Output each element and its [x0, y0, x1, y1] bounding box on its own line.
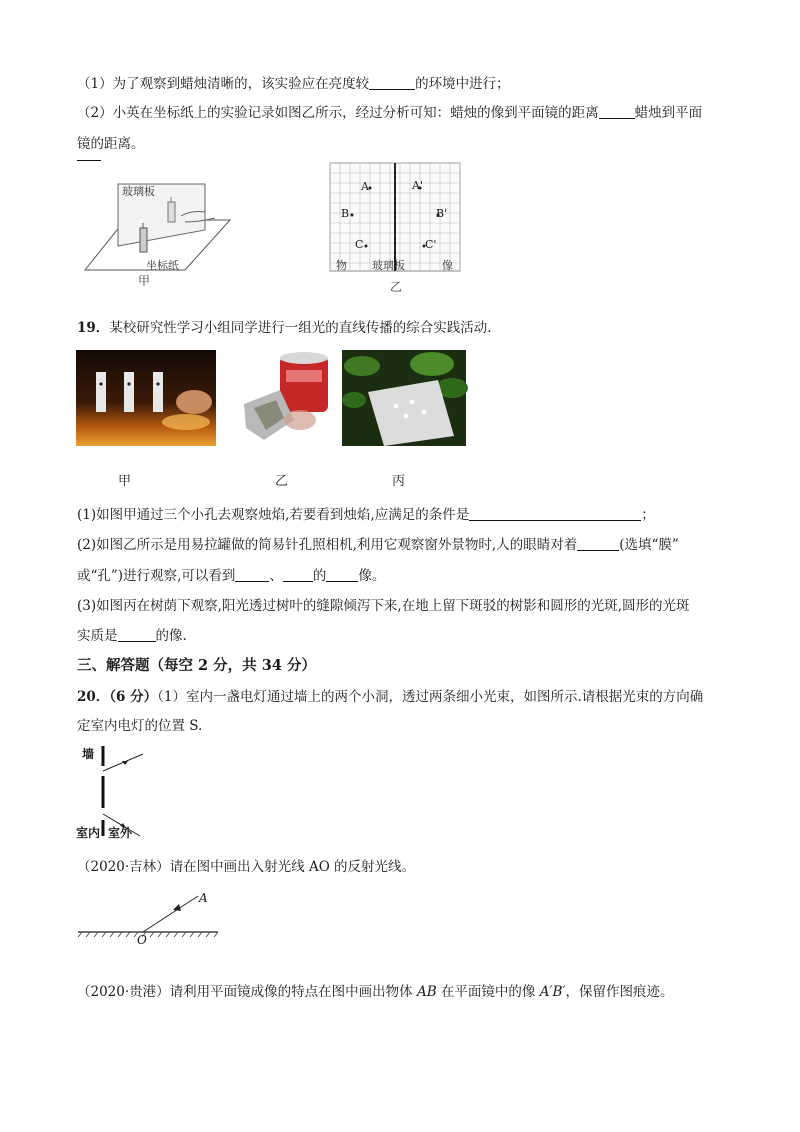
can-camera-photo	[240, 350, 332, 446]
q19-sub2: (2)如图乙所示是用易拉罐做的简易针孔照相机,利用它观察窗外景物时,人的眼睛对着 (选填“膜”	[77, 537, 679, 553]
point-c-prime: C'	[425, 238, 437, 251]
blank	[118, 627, 156, 642]
figure-caption-jia: 甲	[138, 274, 151, 288]
light-spot-photo	[342, 350, 466, 446]
point-b: B	[341, 207, 350, 220]
photo-caption-bing: 丙	[392, 474, 406, 489]
blank	[469, 506, 641, 521]
q19-sub2-cont: 或“孔”)进行观察,可以看到 、 的 像。	[77, 568, 386, 584]
label-glass-plate: 玻璃板	[122, 185, 155, 198]
blank	[599, 104, 635, 119]
figure-caption-yi: 乙	[390, 280, 403, 294]
label-point-o: O	[137, 933, 147, 947]
q19-sub1: (1)如图甲通过三个小孔去观察烛焰,若要看到烛焰,应满足的条件是 ；	[77, 507, 655, 523]
q18-part2: （2）小英在坐标纸上的实验记录如图乙所示，经过分析可知：蜡烛的像到平面镜的距离 蜡烛到平面	[77, 105, 703, 121]
q20-part1-cont: 定室内电灯的位置 S.	[77, 718, 203, 734]
label-wall: 墙	[82, 747, 95, 761]
label-image: 像	[442, 259, 453, 272]
label-indoor: 室内	[76, 826, 101, 840]
label-grid-paper: 坐标纸	[146, 259, 179, 272]
point-a: A	[361, 180, 369, 193]
reflection-figure	[78, 886, 218, 946]
q20-part2: （2020·吉林）请在图中画出入射光线 AO 的反射光线。	[77, 859, 416, 875]
q20-part3: （2020·贵港）请利用平面镜成像的特点在图中画出物体 AB 在平面镜中的像 A′B′，保留作图痕迹。	[77, 984, 674, 1000]
q18-part2-cont: 镜的距离。	[77, 136, 145, 152]
blank	[369, 75, 415, 90]
section-title: 三、解答题（每空 2 分，共 34 分）	[77, 657, 316, 674]
q19-sub3: (3)如图丙在树荫下观察,阳光透过树叶的缝隙倾泻下来,在地上留下斑驳的树影和圆形的光斑,圆形的光斑	[77, 598, 690, 614]
photo-caption-yi: 乙	[275, 474, 289, 489]
label-object: 物	[336, 259, 347, 272]
blank-line	[77, 160, 101, 161]
label-glass-plate-b: 玻璃板	[372, 259, 405, 272]
label-point-a: A	[199, 891, 208, 905]
point-a-prime: A'	[412, 179, 423, 192]
blank	[235, 567, 269, 582]
blank	[283, 567, 313, 582]
blank	[577, 536, 619, 551]
q19-sub3-cont: 实质是 的像.	[77, 628, 187, 644]
q18-part1: （1）为了观察到蜡烛清晰的，该实验应在亮度较 的环境中进行；	[77, 76, 510, 92]
point-b-prime: B'	[436, 207, 448, 220]
blank	[326, 567, 358, 582]
label-outdoor: 室外	[108, 826, 133, 840]
photo-caption-jia: 甲	[118, 474, 132, 489]
point-c: C	[355, 238, 364, 251]
q20-part1: 20．（6 分）（1）室内一盏电灯通过墙上的两个小洞，透过两条细小光束，如图所示.请根据光束的方向确	[77, 689, 704, 705]
q19-stem: 19．某校研究性学习小组同学进行一组光的直线传播的综合实践活动.	[77, 320, 492, 336]
candle-photo	[76, 350, 216, 446]
